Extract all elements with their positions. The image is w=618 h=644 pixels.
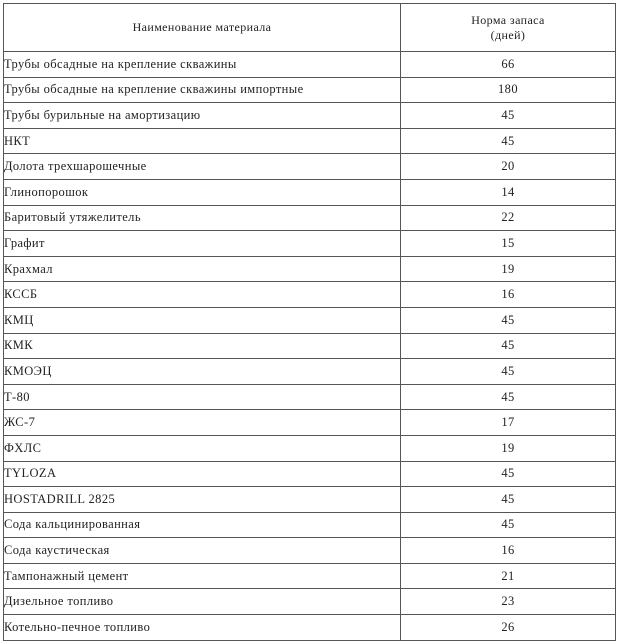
table-row — [4, 563, 616, 589]
table-row — [4, 487, 616, 513]
material-name-cell: Баритовый утяжелитель — [4, 205, 401, 231]
material-name-cell: Сода кальцинированная — [4, 512, 401, 538]
table-row — [4, 410, 616, 436]
material-name-cell: TYLOZA — [4, 461, 401, 487]
stock-days-cell: 45 — [401, 307, 616, 333]
table-row — [4, 359, 616, 385]
material-name-cell: Долота трехшарошечные — [4, 154, 401, 180]
material-name-cell: Трубы обсадные на крепление скважины — [4, 52, 401, 78]
stock-days-cell: 15 — [401, 231, 616, 257]
table-row — [4, 538, 616, 564]
table-row — [4, 333, 616, 359]
table-row — [4, 282, 616, 308]
stock-days-cell: 16 — [401, 282, 616, 308]
table-row — [4, 256, 616, 282]
table-row — [4, 435, 616, 461]
stock-days-cell: 26 — [401, 615, 616, 641]
material-name-cell: Глинопорошок — [4, 179, 401, 205]
stock-days-cell: 14 — [401, 179, 616, 205]
table-row — [4, 103, 616, 129]
stock-days-cell: 45 — [401, 384, 616, 410]
stock-days-cell: 66 — [401, 52, 616, 78]
stock-days-cell: 45 — [401, 359, 616, 385]
material-name-cell: КССБ — [4, 282, 401, 308]
table-row — [4, 154, 616, 180]
stock-days-cell: 45 — [401, 461, 616, 487]
table-row — [4, 231, 616, 257]
stock-days-cell: 20 — [401, 154, 616, 180]
header-stock-norm — [401, 4, 616, 52]
stock-days-cell: 180 — [401, 77, 616, 103]
table-row — [4, 205, 616, 231]
stock-days-cell: 21 — [401, 563, 616, 589]
material-name-cell: КМЦ — [4, 307, 401, 333]
material-name-cell: Трубы обсадные на крепление скважины импортные — [4, 77, 401, 103]
table-row — [4, 461, 616, 487]
header-material-name-label: Наименование материала — [132, 20, 272, 34]
stock-days-cell: 23 — [401, 589, 616, 615]
header-stock-norm-unit: (дней) — [490, 27, 526, 42]
header-stock-norm-label: Норма запаса — [471, 12, 545, 27]
material-name-cell: НКТ — [4, 128, 401, 154]
stock-days-cell: 19 — [401, 435, 616, 461]
material-name-cell: HOSTADRILL 2825 — [4, 487, 401, 513]
stock-days-cell: 22 — [401, 205, 616, 231]
stock-norms-table — [3, 3, 616, 641]
stock-days-cell: 45 — [401, 512, 616, 538]
table-row — [4, 307, 616, 333]
material-name-cell: Котельно-печное топливо — [4, 615, 401, 641]
material-name-cell: ЖС-7 — [4, 410, 401, 436]
table-row — [4, 179, 616, 205]
stock-days-cell: 45 — [401, 103, 616, 129]
material-name-cell: Т-80 — [4, 384, 401, 410]
stock-days-cell: 45 — [401, 487, 616, 513]
material-name-cell: Сода каустическая — [4, 538, 401, 564]
table-row — [4, 615, 616, 641]
table-header-row — [4, 4, 616, 52]
header-material-name — [4, 4, 401, 52]
table-row — [4, 384, 616, 410]
stock-days-cell: 19 — [401, 256, 616, 282]
material-name-cell: Графит — [4, 231, 401, 257]
stock-days-cell: 16 — [401, 538, 616, 564]
table-row — [4, 128, 616, 154]
material-name-cell: ФХЛС — [4, 435, 401, 461]
stock-days-cell: 17 — [401, 410, 616, 436]
material-name-cell: Трубы бурильные на амортизацию — [4, 103, 401, 129]
material-name-cell: КМК — [4, 333, 401, 359]
stock-days-cell: 45 — [401, 128, 616, 154]
material-name-cell: Дизельное топливо — [4, 589, 401, 615]
table-row — [4, 512, 616, 538]
table-row — [4, 52, 616, 78]
material-name-cell: КМОЭЦ — [4, 359, 401, 385]
material-name-cell: Тампонажный цемент — [4, 563, 401, 589]
table-row — [4, 589, 616, 615]
table-row — [4, 77, 616, 103]
stock-days-cell: 45 — [401, 333, 616, 359]
table-body — [4, 52, 616, 641]
material-name-cell: Крахмал — [4, 256, 401, 282]
